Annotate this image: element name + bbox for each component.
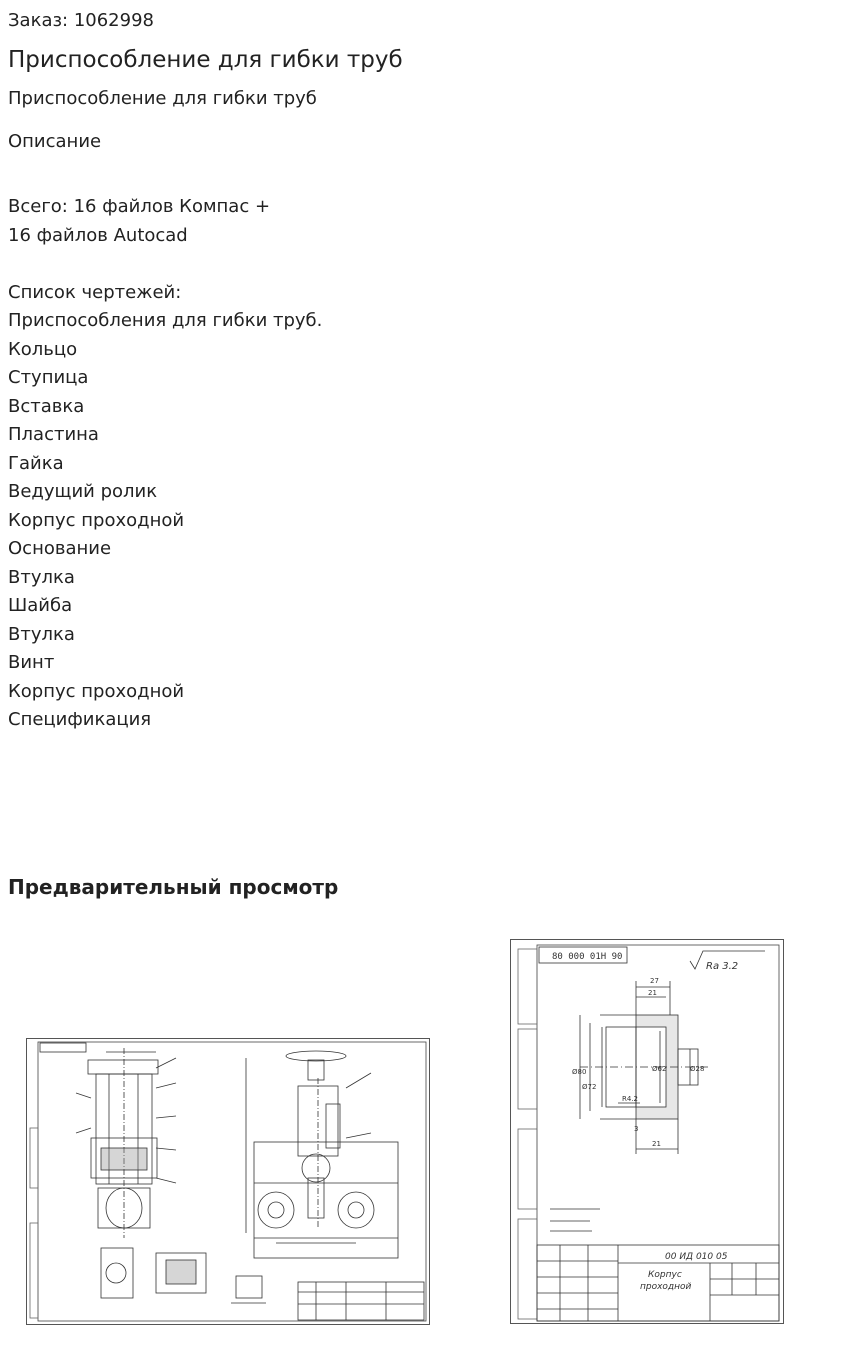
drawing-list <box>8 279 322 735</box>
list-item: Шайба <box>8 595 73 616</box>
assembly-drawing-thumbnail[interactable] <box>26 1038 430 1325</box>
list-item: Корпус проходной <box>8 680 185 702</box>
list-item: Втулка <box>8 623 75 645</box>
list-item: Пластина <box>8 424 99 445</box>
drawing-code: 80 000 01Н 90 <box>552 952 623 962</box>
dimension-label: 21 <box>652 1140 661 1148</box>
list-item: Гайка <box>8 452 64 474</box>
dimension-label: 21 <box>648 989 657 997</box>
page-title: Приспособление для гибки труб <box>8 47 403 73</box>
dimension-label: Ø72 <box>582 1083 597 1091</box>
page-subtitle: Приспособление для гибки труб <box>8 88 317 109</box>
dimension-label: Ø62 <box>652 1065 667 1073</box>
list-item: Ведущий ролик <box>8 481 158 502</box>
total-files-line-1: Всего: 16 файлов Компас + <box>8 196 271 217</box>
list-item: Вставка <box>8 395 85 417</box>
list-item: Приспособления для гибки труб. <box>8 310 323 331</box>
dimension-label: R4.2 <box>622 1095 638 1103</box>
drawing-list-heading: Список чертежей: <box>8 281 182 303</box>
order-number: Заказ: 1062998 <box>8 10 154 31</box>
list-item: Кольцо <box>8 338 78 360</box>
list-item: Корпус проходной <box>8 509 185 531</box>
list-item: Спецификация <box>8 709 152 730</box>
part-name-line-2: проходной <box>640 1282 692 1292</box>
dimension-label: Ø28 <box>690 1065 705 1073</box>
roughness-mark: Ra 3.2 <box>706 961 739 972</box>
dimension-label: 27 <box>650 977 659 985</box>
part-name-line-1: Корпус <box>648 1270 682 1280</box>
title-block-code: 00 ИД 010 05 <box>665 1252 728 1262</box>
preview-heading: Предварительный просмотр <box>8 875 339 899</box>
part-drawing-thumbnail[interactable] <box>510 939 784 1324</box>
list-item: Основание <box>8 538 112 559</box>
description-body <box>8 193 322 735</box>
total-files-line-2: 16 файлов Autocad <box>8 224 188 246</box>
dimension-label: 3 <box>634 1125 639 1133</box>
list-item: Винт <box>8 652 55 673</box>
description-heading: Описание <box>8 131 102 152</box>
list-item: Ступица <box>8 367 89 388</box>
dimension-label: Ø80 <box>572 1068 587 1076</box>
list-item: Втулка <box>8 566 75 588</box>
